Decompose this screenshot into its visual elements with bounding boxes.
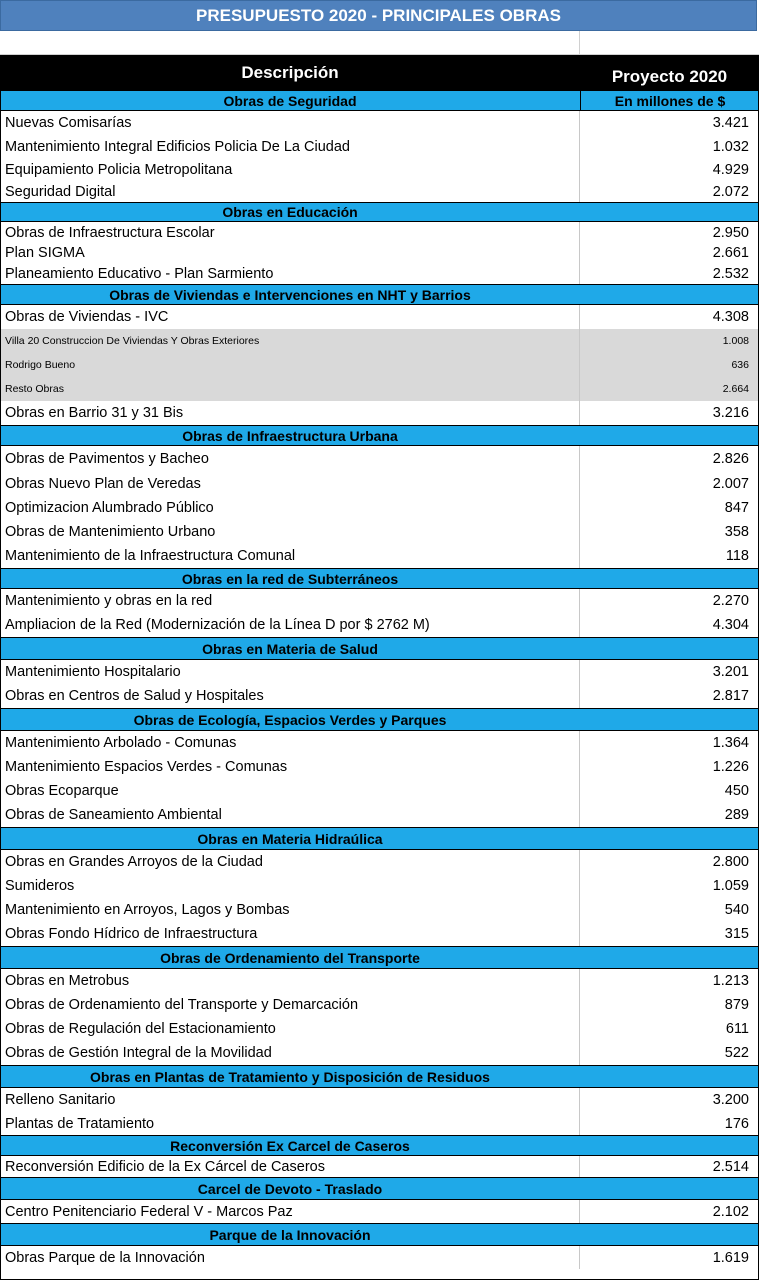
section-header: [0, 1177, 759, 1200]
row-description: Obras en Metrobus: [5, 973, 130, 989]
table-row: [0, 1088, 759, 1112]
row-value: 2.007: [712, 476, 749, 492]
row-description: Obras de Infraestructura Escolar: [5, 224, 215, 241]
row-value: 1.059: [712, 878, 749, 894]
table-row: [0, 803, 759, 827]
row-value: 611: [725, 1021, 749, 1037]
row-value: 2.102: [712, 1203, 749, 1220]
row-value: 2.664: [722, 383, 749, 395]
table-row: [0, 1112, 759, 1135]
row-description: Mantenimiento Integral Edificios Policia De La Ciudad: [5, 139, 350, 155]
table-row: [0, 446, 759, 472]
table-row: [0, 1200, 759, 1223]
table-row: [0, 969, 759, 993]
row-value: 176: [724, 1115, 749, 1132]
row-description: Optimizacion Alumbrado Público: [5, 500, 214, 516]
section-header: [0, 425, 759, 446]
table-header: [0, 55, 759, 91]
table-row: [0, 472, 759, 496]
table-subrow: [0, 329, 759, 353]
row-description: Rodrigo Bueno: [5, 359, 76, 371]
row-description: Equipamiento Policia Metropolitana: [5, 162, 233, 178]
table-row: [0, 755, 759, 779]
row-description: Sumideros: [5, 878, 75, 894]
row-value: 358: [724, 524, 749, 540]
row-description: Mantenimiento en Arroyos, Lagos y Bombas: [5, 902, 290, 918]
section-title: Obras en la red de Subterráneos: [181, 570, 399, 587]
section-header: [0, 284, 759, 305]
table-row: [0, 159, 759, 181]
table-row: [0, 850, 759, 874]
section-header: [0, 827, 759, 850]
row-value: 1.213: [712, 973, 749, 989]
table-row: [0, 613, 759, 637]
blank-row: [0, 31, 759, 55]
section-title: Obras de Ecología, Espacios Verdes y Parques: [133, 711, 447, 728]
units-label: En millones de $: [580, 91, 759, 110]
table-body: [0, 111, 759, 1269]
row-description: Obras de Saneamiento Ambiental: [5, 807, 222, 823]
table-row: [0, 544, 759, 568]
row-value: 1.032: [712, 139, 749, 155]
table-subrow: [0, 353, 759, 377]
row-description: Obras de Mantenimiento Urbano: [5, 524, 216, 540]
section-header: [0, 1135, 759, 1156]
row-value: 2.072: [712, 183, 749, 200]
row-description: Obras de Viviendas - IVC: [5, 309, 169, 325]
section-header: [0, 637, 759, 660]
header-descripcion: Descripción: [241, 63, 339, 82]
table-row: [0, 1156, 759, 1177]
row-description: Mantenimiento Hospitalario: [5, 664, 181, 680]
row-value: 3.200: [712, 1092, 749, 1108]
table-row: [0, 1017, 759, 1041]
row-value: 315: [724, 926, 749, 942]
row-value: 2.514: [712, 1158, 749, 1175]
section-title: Obras en Plantas de Tratamiento y Disposición de Residuos: [90, 1068, 490, 1085]
row-description: Ampliacion de la Red (Modernización de la Línea D por $ 2762 M): [5, 617, 430, 633]
table-row: [0, 898, 759, 922]
row-value: 1.619: [712, 1249, 749, 1266]
table-row: [0, 496, 759, 520]
table-row: [0, 111, 759, 135]
row-description: Reconversión Edificio de la Ex Cárcel de Caseros: [5, 1158, 325, 1175]
row-value: 847: [724, 500, 749, 516]
table-row: [0, 922, 759, 946]
row-value: 4.304: [712, 617, 749, 633]
row-description: Mantenimiento y obras en la red: [5, 593, 213, 609]
row-description: Centro Penitenciario Federal V - Marcos Paz: [5, 1203, 293, 1220]
section-header: Obras de Seguridad: [223, 92, 357, 109]
section-title: Obras en Educación: [222, 204, 358, 220]
row-value: 879: [724, 997, 749, 1013]
section-title: Obras de Ordenamiento del Transporte: [160, 949, 420, 966]
row-description: Planeamiento Educativo - Plan Sarmiento: [5, 265, 274, 282]
row-description: Mantenimiento Arbolado - Comunas: [5, 735, 237, 751]
row-value: 2.817: [712, 688, 749, 704]
section-header: [0, 946, 759, 969]
row-description: Villa 20 Construccion De Viviendas Y Obras Exteriores: [5, 335, 260, 347]
table-row: [0, 660, 759, 684]
row-value: 450: [724, 783, 749, 799]
row-value: 4.308: [712, 309, 749, 325]
section-title: Obras de Viviendas e Intervenciones en NHT y Barrios: [109, 286, 471, 303]
row-description: Resto Obras: [5, 383, 64, 395]
table-row: [0, 1246, 759, 1269]
row-value: 3.421: [712, 115, 749, 131]
header-proyecto: Proyecto 2020: [611, 67, 728, 86]
section-header: [0, 708, 759, 731]
table-row: [0, 993, 759, 1017]
row-description: Obras de Gestión Integral de la Movilidad: [5, 1045, 272, 1061]
row-description: Obras de Regulación del Estacionamiento: [5, 1021, 276, 1037]
row-value: 2.950: [712, 224, 749, 241]
table-row: [0, 779, 759, 803]
section-header: [0, 1065, 759, 1088]
table-row: [0, 1041, 759, 1065]
row-value: 2.661: [712, 245, 749, 261]
table-subrow: [0, 377, 759, 401]
table-row: [0, 263, 759, 284]
row-value: 3.216: [712, 405, 749, 421]
section-title: Parque de la Innovación: [209, 1226, 371, 1243]
row-value: 3.201: [712, 664, 749, 680]
section-header: [0, 1223, 759, 1246]
section-title: Obras en Materia de Salud: [202, 640, 378, 657]
row-description: Nuevas Comisarías: [5, 115, 132, 131]
section-title: Carcel de Devoto - Traslado: [197, 1180, 383, 1197]
row-description: Obras de Ordenamiento del Transporte y Demarcación: [5, 997, 359, 1013]
row-value: 1.226: [712, 759, 749, 775]
section-title: Obras en Materia Hidraúlica: [197, 830, 383, 847]
table-row: [0, 874, 759, 898]
row-description: Mantenimiento de la Infraestructura Comunal: [5, 548, 296, 564]
row-value: 4.929: [712, 162, 749, 178]
table-row: [0, 222, 759, 243]
section-title: Reconversión Ex Carcel de Caseros: [170, 1137, 410, 1154]
section-header: [0, 568, 759, 589]
row-value: 522: [724, 1045, 749, 1061]
table-row: [0, 135, 759, 159]
row-value: 2.270: [712, 593, 749, 609]
units-row: [0, 91, 759, 111]
row-description: Obras de Pavimentos y Bacheo: [5, 451, 209, 467]
section-title: Obras de Infraestructura Urbana: [182, 427, 398, 444]
row-description: Plantas de Tratamiento: [5, 1115, 155, 1132]
row-value: 1.364: [712, 735, 749, 751]
row-description: Obras en Barrio 31 y 31 Bis: [5, 405, 184, 421]
table-row: [0, 731, 759, 755]
row-description: Seguridad Digital: [5, 183, 116, 200]
row-value: 2.532: [712, 265, 749, 282]
row-description: Obras en Centros de Salud y Hospitales: [5, 688, 264, 704]
row-description: Obras Ecoparque: [5, 783, 119, 799]
row-value: 2.826: [712, 451, 749, 467]
row-value: 636: [731, 359, 749, 371]
row-value: 118: [725, 548, 749, 564]
row-description: Obras Parque de la Innovación: [5, 1249, 205, 1266]
row-description: Plan SIGMA: [5, 245, 85, 261]
table-row: [0, 520, 759, 544]
sheet-title: PRESUPUESTO 2020 - PRINCIPALES OBRAS: [0, 0, 757, 31]
row-description: Relleno Sanitario: [5, 1092, 116, 1108]
row-value: 2.800: [712, 854, 749, 870]
table-row: [0, 684, 759, 708]
table-row: [0, 589, 759, 613]
table-row: [0, 181, 759, 202]
row-description: Obras Nuevo Plan de Veredas: [5, 476, 201, 492]
table-row: [0, 243, 759, 263]
row-description: Obras en Grandes Arroyos de la Ciudad: [5, 854, 263, 870]
row-value: 289: [724, 807, 749, 823]
table-row: [0, 305, 759, 329]
row-description: Obras Fondo Hídrico de Infraestructura: [5, 926, 258, 942]
row-description: Mantenimiento Espacios Verdes - Comunas: [5, 759, 288, 775]
row-value: 1.008: [722, 335, 749, 347]
section-header: [0, 202, 759, 222]
table-row: [0, 401, 759, 425]
row-value: 540: [724, 902, 749, 918]
